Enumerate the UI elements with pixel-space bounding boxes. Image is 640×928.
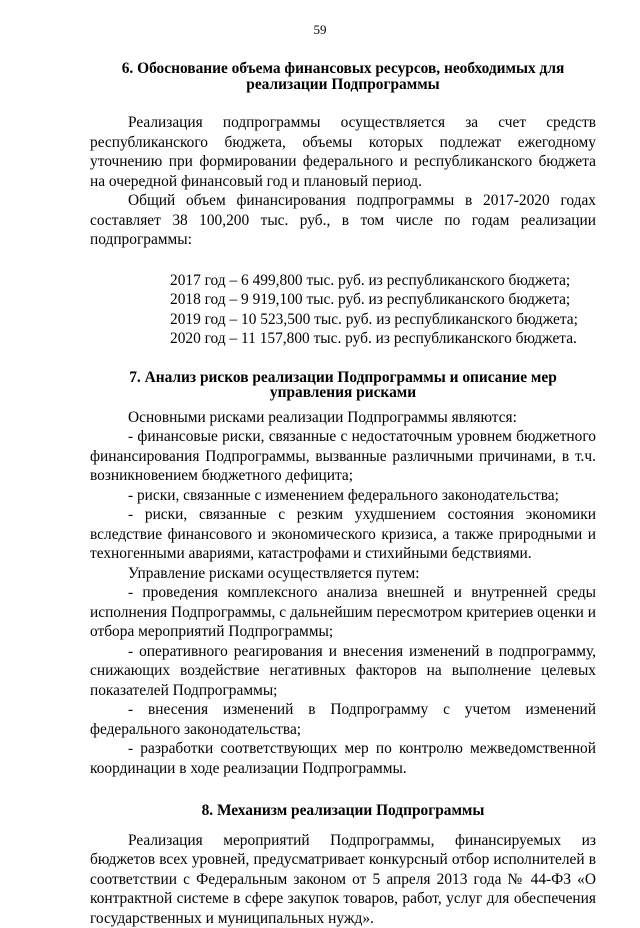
measure-item-response: - оперативного реагирования и внесения изменений в подпрограмму, снижающих воздействие негативных факторов на выполнение целевых показателей Подпрограммы; — [90, 642, 596, 701]
section-6-paragraph-2: Общий объем финансирования подпрограммы в 2017-2020 годах составляет 38 100,200 тыс. руб., в том числе по годам реализации подпрограммы: — [90, 191, 596, 250]
section-8-paragraph: Реализация мероприятий Подпрограммы, финансируемых из бюджетов всех уровней, предусматривает конкурсный отбор исполнителей в соответствии с Федеральным законом от 5 апреля 2013 года № 44-ФЗ «О контрактной системе в сфере закупок товаров, работ, услуг для обеспечения государственных и муниципальных нужд». — [90, 831, 596, 928]
section-8-title: 8. Механизм реализации Подпрограммы — [90, 803, 596, 819]
measure-item-coordination: - разработки соответствующих мер по контролю межведомственной координации в ходе реализации Подпрограммы. — [90, 739, 596, 778]
section-6-title — [90, 61, 596, 92]
section-6-title-line1: 6. Обоснование объема финансовых ресурсов, необходимых для — [122, 60, 565, 77]
measure-item-analysis: - проведения комплексного анализа внешней и внутренней среды исполнения Подпрограммы, с дальнейшим пересмотром критериев оценки и отбора мероприятий Подпрограммы; — [90, 583, 596, 642]
section-6-title-line2: реализации Подпрограммы — [246, 76, 439, 93]
section-7-title — [90, 370, 596, 401]
risk-item-legislation: - риски, связанные с изменением федерального законодательства; — [90, 486, 596, 506]
risk-management-intro: Управление рисками осуществляется путем: — [90, 564, 596, 584]
page-number: 59 — [0, 22, 640, 38]
section-7-title-line1: 7. Анализ рисков реализации Подпрограммы и описание мер — [129, 369, 557, 386]
funding-year-2017: 2017 год – 6 499,800 тыс. руб. из республиканского бюджета; — [170, 271, 596, 291]
risks-intro: Основными рисками реализации Подпрограммы являются: — [90, 408, 596, 428]
funding-year-2019: 2019 год – 10 523,500 тыс. руб. из республиканского бюджета; — [170, 310, 596, 330]
risk-item-financial: - финансовые риски, связанные с недостаточным уровнем бюджетного финансирования Подпрограммы, вызванные различными причинами, в т.ч. возникновением бюджетного дефицита; — [90, 427, 596, 486]
measure-item-changes: - внесения изменений в Подпрограмму с учетом изменений федерального законодательства; — [90, 700, 596, 739]
funding-year-2018: 2018 год – 9 919,100 тыс. руб. из республиканского бюджета; — [170, 290, 596, 310]
funding-year-2020: 2020 год – 11 157,800 тыс. руб. из республиканского бюджета. — [170, 329, 596, 349]
section-7-title-line2: управления рисками — [270, 384, 416, 401]
page-content — [90, 52, 596, 928]
risk-item-economic: - риски, связанные с резким ухудшением состояния экономики вследствие финансового и экономического кризиса, а также природными и техногенными авариями, катастрофами и стихийными бедствиями. — [90, 505, 596, 564]
section-6-paragraph-1: Реализация подпрограммы осуществляется за счет средств республиканского бюджета, объемы которых подлежат ежегодному уточнению при формировании федерального и республиканского бюджета на очередной финансовый год и плановый период. — [90, 113, 596, 191]
funding-by-year-list — [170, 271, 596, 349]
